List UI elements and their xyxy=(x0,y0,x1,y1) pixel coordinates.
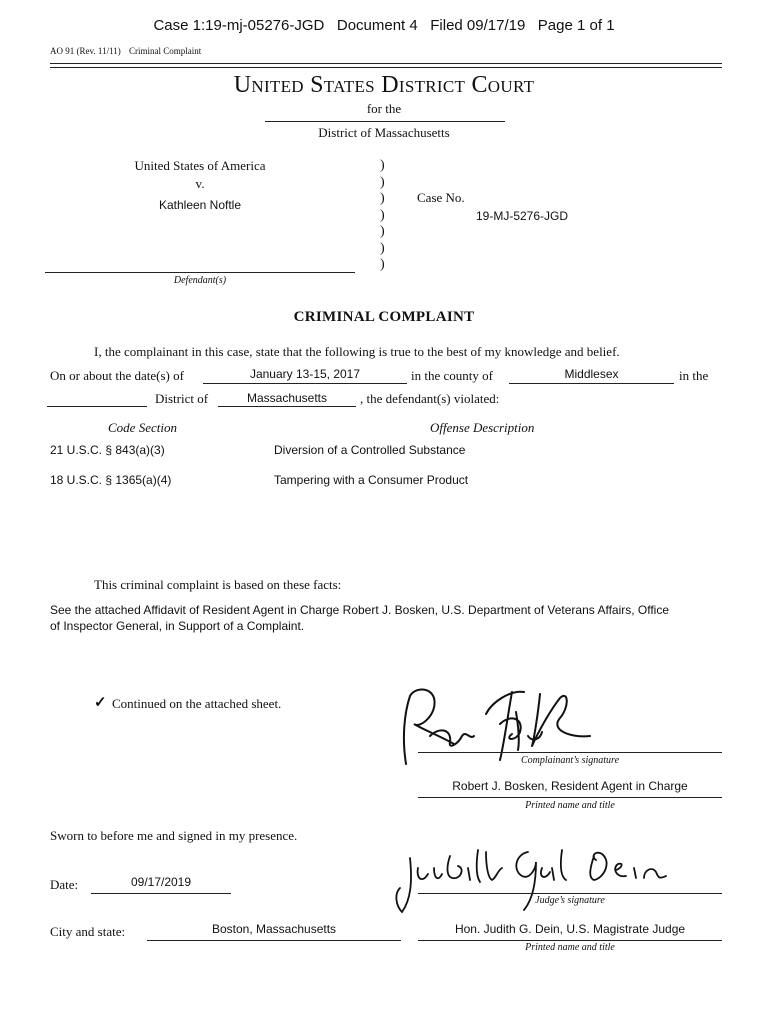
in-the-label: in the xyxy=(679,368,709,383)
defendant-line xyxy=(45,272,355,273)
form-code xyxy=(50,46,201,56)
on-or-about-label: On or about the date(s) of xyxy=(50,368,184,383)
facts-line-2: of Inspector General, in Support of a Complaint. xyxy=(50,619,305,633)
offense-code: 18 U.S.C. § 1365(a)(4) xyxy=(50,473,172,487)
judge-name-label: Printed name and title xyxy=(525,942,615,953)
complainant-signature-label: Complainant’s signature xyxy=(520,755,620,766)
header-rule-bottom xyxy=(50,67,722,68)
paren: ) xyxy=(380,174,385,190)
paren: ) xyxy=(380,257,385,272)
caption-parens xyxy=(380,158,385,274)
dates-value: January 13-15, 2017 xyxy=(249,367,361,381)
facts-line-1: See the attached Affidavit of Resident Agent in Charge Robert J. Bosken, U.S. Department of Veterans Affairs, Office xyxy=(50,603,670,617)
district-of-label: District of xyxy=(155,391,209,406)
defendant-name: Kathleen Noftle xyxy=(158,198,242,212)
judge-signature-label: Judge’s signature xyxy=(535,895,605,906)
paren: ) xyxy=(380,240,385,256)
court-district: District of Massachusetts xyxy=(318,125,450,140)
case-no-label: Case No. xyxy=(417,190,465,205)
case-no-value: 19-MJ-5276-JGD xyxy=(476,209,569,223)
district-line xyxy=(218,406,356,407)
city-state-label: City and state: xyxy=(50,924,126,939)
judge-signature xyxy=(390,838,680,918)
city-state-value: Boston, Massachusetts xyxy=(211,922,337,936)
code-section-header: Code Section xyxy=(108,420,177,435)
defendant-label: Defendant(s) xyxy=(173,275,227,286)
complainant-signature-line xyxy=(418,752,722,753)
facts-label: This criminal complaint is based on these facts: xyxy=(94,577,342,592)
complaint-intro: I, the complainant in this case, state that the following is true to the best of my knowledge and belief. xyxy=(94,344,620,359)
complaint-title: CRIMINAL COMPLAINT xyxy=(293,309,475,325)
dates-line xyxy=(203,383,407,384)
paren: ) xyxy=(380,224,385,239)
court-title: United States District Court xyxy=(233,72,535,98)
offense-description: Tampering with a Consumer Product xyxy=(274,473,469,487)
paren: ) xyxy=(380,158,385,173)
date-label: Date: xyxy=(50,877,79,892)
violated-label: , the defendant(s) violated: xyxy=(360,391,500,406)
offense-description: Diversion of a Controlled Substance xyxy=(274,443,466,457)
header-rule-top xyxy=(50,63,722,64)
paren: ) xyxy=(380,207,385,223)
complainant-name-line xyxy=(418,797,722,798)
court-for-the: for the xyxy=(366,101,402,116)
city-state-line xyxy=(147,940,401,941)
in-county-label: in the county of xyxy=(411,368,493,383)
paren: ) xyxy=(380,191,385,206)
date-value: 09/17/2019 xyxy=(130,875,192,889)
complainant-name: Robert J. Bosken, Resident Agent in Charge xyxy=(452,779,688,793)
judge-signature-line xyxy=(418,893,722,894)
case-header: Case 1:19-mj-05276-JGD Document 4 Filed 09/17/19 Page 1 of 1 xyxy=(153,17,615,34)
form-code-name: Criminal Complaint xyxy=(129,46,202,56)
form-code-number: AO 91 (Rev. 11/11) xyxy=(50,46,121,56)
continued-checkbox[interactable]: ✓ xyxy=(94,695,107,711)
county-line xyxy=(509,383,674,384)
offense-description-header: Offense Description xyxy=(430,420,535,435)
district-value: Massachusetts xyxy=(246,391,328,405)
county-value: Middlesex xyxy=(564,367,619,381)
district-underline xyxy=(265,121,505,122)
sworn-statement: Sworn to before me and signed in my presence. xyxy=(50,828,298,843)
offense-code: 21 U.S.C. § 843(a)(3) xyxy=(50,443,165,457)
judge-name-line xyxy=(418,940,722,941)
plaintiff-name: United States of America xyxy=(134,158,266,173)
versus: v. xyxy=(195,176,205,191)
date-line xyxy=(91,893,231,894)
judge-name: Hon. Judith G. Dein, U.S. Magistrate Judge xyxy=(454,922,686,936)
continued-label: Continued on the attached sheet. xyxy=(112,696,282,711)
blank-line xyxy=(47,406,147,407)
complainant-name-label: Printed name and title xyxy=(525,800,615,811)
